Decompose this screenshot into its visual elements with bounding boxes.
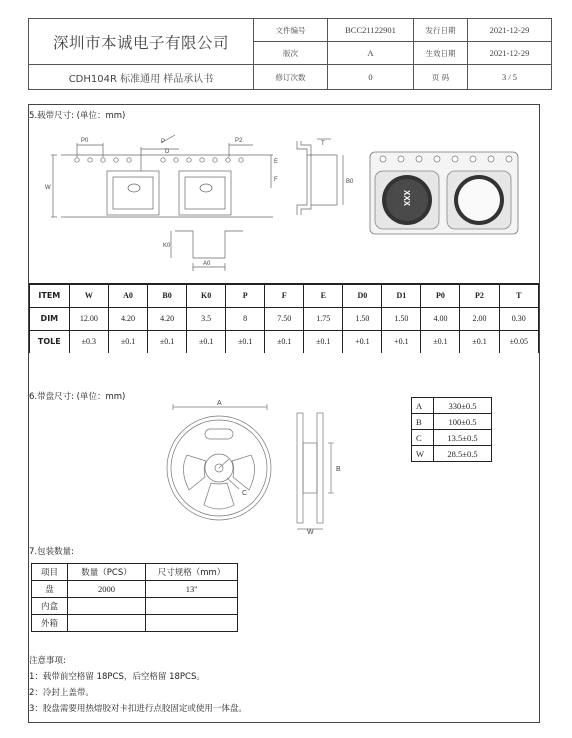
col-d0: D0 (343, 284, 382, 307)
spec-key: A (412, 398, 434, 414)
reel-section-title: 6.带盘尺寸: (单位：mm) (29, 392, 126, 402)
table-row (32, 581, 238, 598)
col-p2: P2 (460, 284, 499, 307)
part-marking: XXX (402, 190, 411, 207)
packing-item: 外箱 (32, 615, 68, 632)
tole-header: TOLE (30, 330, 70, 353)
reel-drawing (159, 395, 359, 535)
col-b0: B0 (148, 284, 187, 307)
table-cell: ±0.1 (304, 330, 343, 353)
col-w: W (69, 284, 108, 307)
table-cell: 1.75 (304, 307, 343, 330)
table-cell: ±0.1 (109, 330, 148, 353)
document-header (28, 18, 552, 90)
company-name: 深圳市本诚电子有限公司 (29, 19, 254, 65)
table-cell: 0.30 (499, 307, 538, 330)
table-cell: +0.1 (343, 330, 382, 353)
table-cell: 7.50 (265, 307, 304, 330)
a0-label: A0 (203, 261, 211, 267)
table-row (412, 414, 492, 430)
packing-qty (68, 615, 146, 632)
header-size: 尺寸规格（mm） (146, 564, 238, 581)
reel-b-label: B (336, 466, 341, 473)
table-header-row (32, 564, 238, 581)
table-cell: 1.50 (343, 307, 382, 330)
table-cell: ±0.1 (421, 330, 460, 353)
k0-label: K0 (163, 243, 171, 249)
col-t: T (499, 284, 538, 307)
table-cell: ±0.1 (148, 330, 187, 353)
reel-a-label: A (217, 400, 222, 407)
table-row (412, 430, 492, 446)
note-item: 3：胶盘需要用热熔胶对卡扣进行点胶固定或使用一体盘。 (29, 704, 247, 714)
carrier-tape-drawing (43, 133, 293, 283)
table-cell: 4.20 (109, 307, 148, 330)
table-cell: 4.00 (421, 307, 460, 330)
header-qty: 数量（PCS） (68, 564, 146, 581)
packing-size (146, 598, 238, 615)
table-cell: ±0.05 (499, 330, 538, 353)
dim-header: DIM (30, 307, 70, 330)
table-row (412, 398, 492, 414)
header-item: 项目 (32, 564, 68, 581)
t-label: T (321, 141, 325, 147)
table-row (412, 446, 492, 462)
p-label: P (161, 139, 166, 145)
spec-key: B (412, 414, 434, 430)
effective-date-label: 生效日期 (414, 42, 468, 65)
note-item: 1：载带前空格留 18PCS，后空格留 18PCS。 (29, 672, 205, 682)
col-d1: D1 (382, 284, 421, 307)
spec-value: 13.5±0.5 (434, 430, 492, 446)
p0-label: P0 (81, 138, 89, 144)
table-cell: ±0.1 (460, 330, 499, 353)
table-row (32, 598, 238, 615)
revision-label: 修订次数 (254, 65, 328, 89)
packing-qty: 2000 (68, 581, 146, 598)
tape-with-parts-image (369, 151, 519, 235)
table-cell: ±0.1 (265, 330, 304, 353)
packing-size: 13'' (146, 581, 238, 598)
table-cell: 2.00 (460, 307, 499, 330)
table-cell: 8 (226, 307, 265, 330)
table-header-row (30, 284, 539, 307)
spec-value: 330±0.5 (434, 398, 492, 414)
revision-value: 0 (328, 65, 414, 89)
col-f: F (265, 284, 304, 307)
notes-block (29, 653, 247, 717)
table-cell: 4.20 (148, 307, 187, 330)
table-cell: +0.1 (382, 330, 421, 353)
table-cell: ±0.1 (187, 330, 226, 353)
packing-qty (68, 598, 146, 615)
tape-dimension-table (29, 283, 539, 353)
table-row (32, 615, 238, 632)
page-label: 页 码 (414, 65, 468, 89)
reel-spec-table (411, 397, 492, 462)
note-item: 2：冷封上盖带。 (29, 688, 94, 698)
table-cell: 12.00 (69, 307, 108, 330)
spec-value: 28.5±0.5 (434, 446, 492, 462)
reel-w-label: W (307, 529, 314, 535)
col-a0: A0 (109, 284, 148, 307)
tape-profile-drawing (291, 135, 361, 225)
col-p0: P0 (421, 284, 460, 307)
effective-date-value: 2021-12-29 (468, 42, 551, 65)
spec-key: W (412, 446, 434, 462)
notes-title: 注意事项: (29, 656, 66, 666)
page-number: 3 / 5 (501, 72, 518, 82)
spec-value: 100±0.5 (434, 414, 492, 430)
packing-section-title: 7.包装数量: (29, 547, 74, 557)
document-title: CDH104R 标准通用 样品承认书 (29, 65, 254, 89)
d-label: D (165, 149, 170, 155)
col-e: E (304, 284, 343, 307)
packing-table (31, 563, 238, 632)
spec-frame (28, 104, 540, 723)
packing-item: 盘 (32, 581, 68, 598)
doc-no-value: BCC21122901 (328, 19, 414, 42)
table-cell: ±0.1 (226, 330, 265, 353)
item-header: ITEM (30, 284, 70, 307)
doc-no-label: 文件编号 (254, 19, 328, 42)
table-cell: ±0.3 (69, 330, 108, 353)
packing-size (146, 615, 238, 632)
b0-label: B0 (346, 179, 354, 185)
version-label: 版次 (254, 42, 328, 65)
spec-key: C (412, 430, 434, 446)
p2-label: P2 (235, 138, 243, 144)
version-value: A (328, 42, 414, 65)
tape-section-title: 5.载带尺寸: (单位：mm) (29, 111, 126, 121)
table-row (30, 330, 539, 353)
table-row (30, 307, 539, 330)
packing-item: 内盒 (32, 598, 68, 615)
col-k0: K0 (187, 284, 226, 307)
e-label: E (274, 159, 279, 165)
col-p: P (226, 284, 265, 307)
issue-date-label: 发行日期 (414, 19, 468, 42)
f-label: F (274, 177, 278, 183)
table-cell: 3.5 (187, 307, 226, 330)
reel-c-label: C (242, 490, 248, 497)
table-cell: 1.50 (382, 307, 421, 330)
w-label: W (45, 185, 51, 191)
issue-date-value: 2021-12-29 (468, 19, 551, 42)
